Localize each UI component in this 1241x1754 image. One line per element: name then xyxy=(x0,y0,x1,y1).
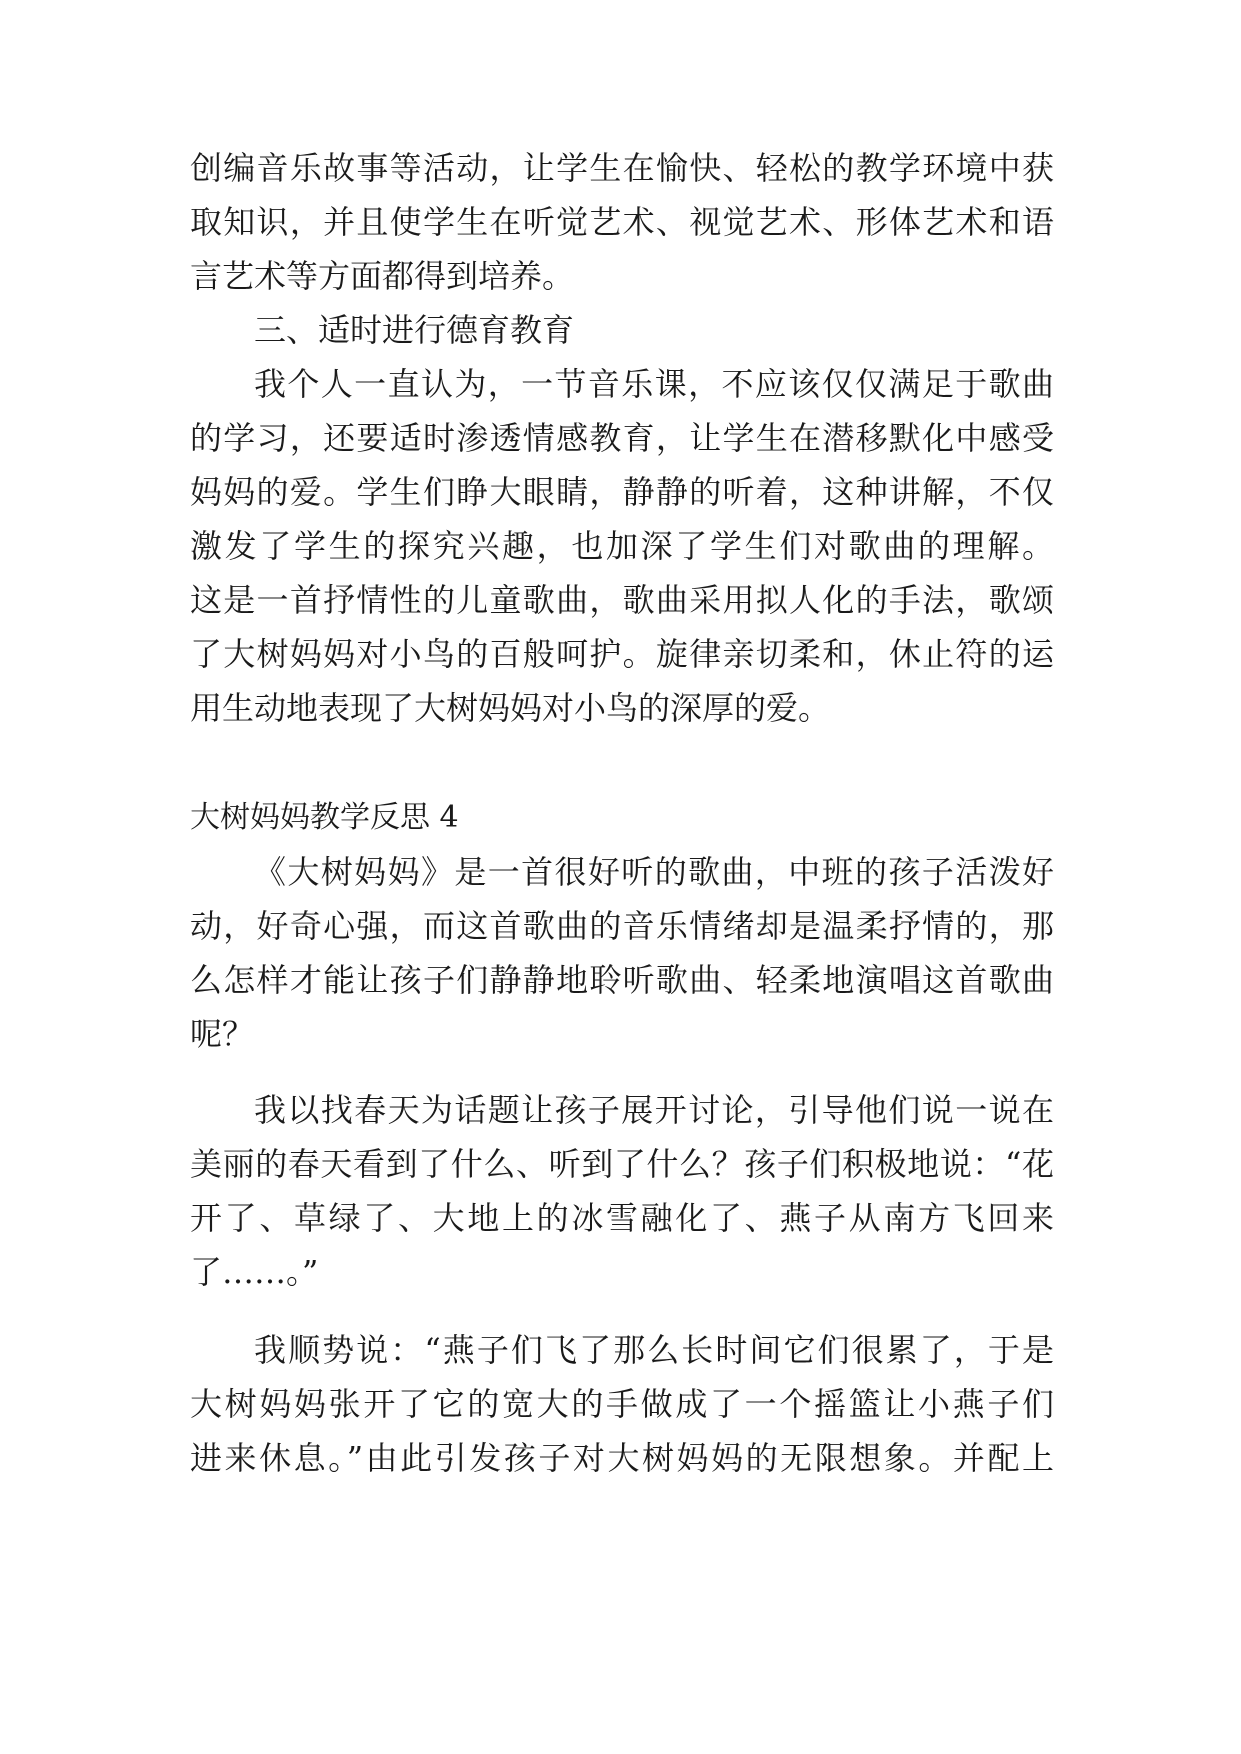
text-line: 这是一首抒情性的儿童歌曲，歌曲采用拟人化的手法，歌颂 xyxy=(190,581,1054,619)
section-heading: 三、适时进行德育教育 xyxy=(254,311,575,349)
text-line: 《大树妈妈》是一首很好听的歌曲，中班的孩子活泼好 xyxy=(254,853,1054,891)
text-line: 了……。” xyxy=(190,1253,319,1291)
text-line: 取知识，并且使学生在听觉艺术、视觉艺术、形体艺术和语 xyxy=(190,203,1054,241)
section-title: 大树妈妈教学反思 4 xyxy=(190,800,459,835)
text-line: 我以找春天为话题让孩子展开讨论，引导他们说一说在 xyxy=(254,1091,1054,1129)
text-line: 了大树妈妈对小鸟的百般呵护。旋律亲切柔和，休止符的运 xyxy=(190,635,1054,673)
text-line: 大树妈妈张开了它的宽大的手做成了一个摇篮让小燕子们 xyxy=(190,1385,1054,1423)
text-line: 创编音乐故事等活动，让学生在愉快、轻松的教学环境中获 xyxy=(190,149,1054,187)
text-line: 言艺术等方面都得到培养。 xyxy=(190,257,575,295)
text-line: 的学习，还要适时渗透情感教育，让学生在潜移默化中感受 xyxy=(190,419,1054,457)
text-line: 用生动地表现了大树妈妈对小鸟的深厚的爱。 xyxy=(190,689,831,727)
text-line: 开了、草绿了、大地上的冰雪融化了、燕子从南方飞回来 xyxy=(190,1199,1054,1237)
text-line: 妈妈的爱。学生们睁大眼睛，静静的听着，这种讲解，不仅 xyxy=(190,473,1054,511)
text-line: 么怎样才能让孩子们静静地聆听歌曲、轻柔地演唱这首歌曲 xyxy=(190,961,1054,999)
text-line: 我顺势说：“燕子们飞了那么长时间它们很累了，于是 xyxy=(254,1331,1054,1369)
text-line: 激发了学生的探究兴趣，也加深了学生们对歌曲的理解。 xyxy=(190,527,1054,565)
text-line: 我个人一直认为，一节音乐课，不应该仅仅满足于歌曲 xyxy=(254,365,1054,403)
text-line: 美丽的春天看到了什么、听到了什么？孩子们积极地说：“花 xyxy=(190,1145,1054,1183)
text-line: 呢？ xyxy=(190,1015,255,1053)
text-line: 动，好奇心强，而这首歌曲的音乐情绪却是温柔抒情的，那 xyxy=(190,907,1054,945)
text-line: 进来休息。”由此引发孩子对大树妈妈的无限想象。并配上 xyxy=(190,1439,1054,1477)
